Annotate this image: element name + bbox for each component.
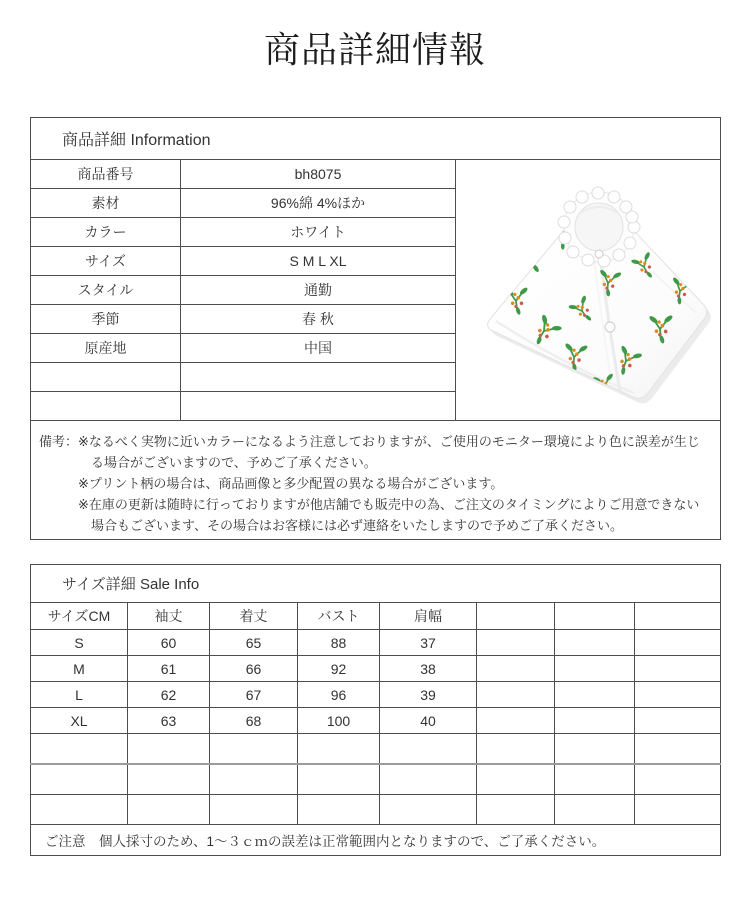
info-table-title: 商品詳細 Information (31, 118, 721, 160)
page-title: 商品詳細情報 (263, 30, 486, 70)
spec-value: bh8075 (181, 160, 456, 189)
caution-row (31, 825, 721, 856)
size-cell (477, 656, 555, 682)
size-row-XL (31, 708, 721, 734)
size-table-header-row (31, 565, 721, 603)
remarks-cell (31, 421, 721, 540)
size-cell: 66 (210, 656, 298, 682)
size-row-M (31, 656, 721, 682)
spec-label: 原産地 (31, 334, 181, 363)
remarks-item: ※なるべく実物に近いカラーになるよう注意しておりますが、ご使用のモニター環境により色に誤差が生じる場合がございますので、予めご了承ください。 (78, 434, 700, 470)
remarks-item: ※プリント柄の場合は、商品画像と多少配置の異なる場合がございます。 (78, 476, 504, 491)
size-cell: 92 (298, 656, 380, 682)
empty-row (31, 734, 721, 765)
info-table-header-row (31, 118, 721, 160)
blouse-photo-illustration (456, 161, 719, 420)
spec-label: カラー (31, 218, 181, 247)
size-cell (555, 656, 635, 682)
size-cell: 67 (210, 682, 298, 708)
size-cell (555, 630, 635, 656)
size-cell: 62 (128, 682, 210, 708)
size-cell: S (31, 630, 128, 656)
spec-value: ホワイト (181, 218, 456, 247)
spec-label (31, 392, 181, 421)
spec-value: S M L XL (181, 247, 456, 276)
table-row (31, 160, 721, 189)
spec-label: 季節 (31, 305, 181, 334)
remarks-label: 備考： (39, 434, 79, 449)
size-cell (635, 630, 721, 656)
size-cell: 60 (128, 630, 210, 656)
size-row-S (31, 630, 721, 656)
size-cell (635, 656, 721, 682)
size-cell (477, 682, 555, 708)
size-cell: M (31, 656, 128, 682)
column-header (635, 603, 721, 630)
spec-value: 96%綿 4%ほか (181, 189, 456, 218)
size-cell (635, 682, 721, 708)
size-cell: 65 (210, 630, 298, 656)
column-header: バスト (298, 603, 380, 630)
size-cell: 63 (128, 708, 210, 734)
empty-row (31, 764, 721, 795)
size-cell (555, 708, 635, 734)
spec-label: 素材 (31, 189, 181, 218)
size-cell: 96 (298, 682, 380, 708)
column-header: 肩幅 (380, 603, 477, 630)
caution-text: ご注意 個人採寸のため、1～３ｃｍの誤差は正常範囲内となりますので、ご了承ください。 (31, 825, 721, 856)
size-cell: 68 (210, 708, 298, 734)
spec-value: 通勤 (181, 276, 456, 305)
spec-label: サイズ (31, 247, 181, 276)
size-row-L (31, 682, 721, 708)
size-cell (477, 708, 555, 734)
product-info-table (30, 117, 721, 540)
size-cell: 39 (380, 682, 477, 708)
size-cell: 40 (380, 708, 477, 734)
size-cell: 38 (380, 656, 477, 682)
column-header: 袖丈 (128, 603, 210, 630)
size-cell: L (31, 682, 128, 708)
spec-value: 春 秋 (181, 305, 456, 334)
size-cell: 100 (298, 708, 380, 734)
size-columns-row (31, 603, 721, 630)
column-header: 着丈 (210, 603, 298, 630)
product-photo (456, 160, 721, 421)
size-cell: 61 (128, 656, 210, 682)
spec-value: 中国 (181, 334, 456, 363)
size-cell (555, 682, 635, 708)
column-header (477, 603, 555, 630)
spec-label: 商品番号 (31, 160, 181, 189)
size-table-title: サイズ詳細 Sale Info (31, 565, 721, 603)
size-cell: 37 (380, 630, 477, 656)
size-cell: 88 (298, 630, 380, 656)
spec-label (31, 363, 181, 392)
spec-value (181, 363, 456, 392)
spec-value (181, 392, 456, 421)
empty-row (31, 795, 721, 825)
column-header (555, 603, 635, 630)
size-cell (635, 708, 721, 734)
column-header: サイズCM (31, 603, 128, 630)
size-cell (477, 630, 555, 656)
size-info-table (30, 564, 721, 856)
remarks-item: ※在庫の更新は随時に行っておりますが他店舗でも販売中の為、ご注文のタイミングによりご用意できない場合もございます、その場合はお客様には必ず連絡をいたしますので予めご了承ください。 (78, 497, 700, 533)
remarks-row (31, 421, 721, 540)
size-cell: XL (31, 708, 128, 734)
spec-label: スタイル (31, 276, 181, 305)
